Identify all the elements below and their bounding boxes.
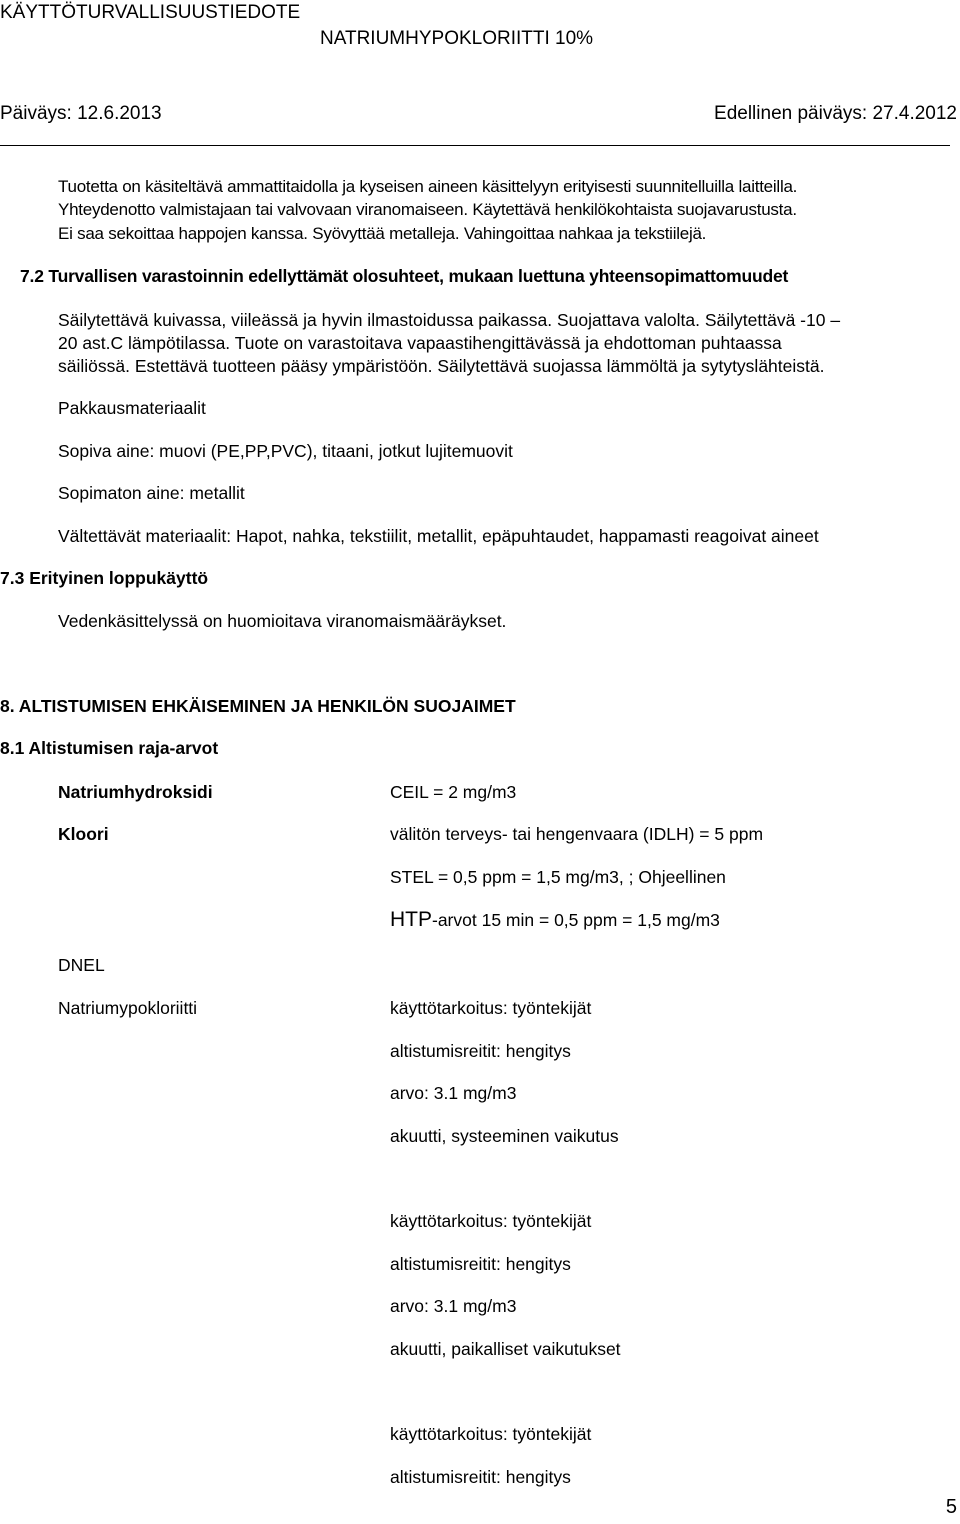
unsuitable-material: Sopimaton aine: metallit bbox=[58, 483, 245, 503]
previous-date: Edellinen päiväys: 27.4.2012 bbox=[714, 103, 957, 124]
dnel-1-effect: akuutti, systeeminen vaikutus bbox=[390, 1126, 619, 1146]
document-type: KÄYTTÖTURVALLISUUSTIEDOTE bbox=[0, 2, 301, 23]
storage-text-line-1: Säilytettävä kuivassa, viileässä ja hyvin ilmastoidussa paikassa. Suojattava valolta. Säilytettävä -10 – bbox=[58, 310, 841, 330]
dnel-3-use: käyttötarkoitus: työntekijät bbox=[390, 1424, 592, 1444]
intro-line-3: Ei saa sekoittaa happojen kanssa. Syövyttää metalleja. Vahingoittaa nahkaa ja tekstiilejä. bbox=[58, 224, 707, 243]
intro-line-1: Tuotetta on käsiteltävä ammattitaidolla ja kyseisen aineen käsittelyyn erityisesti suunnitelluilla laitteilla. bbox=[58, 177, 798, 196]
materials-to-avoid: Vältettävät materiaalit: Hapot, nahka, tekstiilit, metallit, epäpuhtaudet, happamasti reagoivat aineet bbox=[58, 526, 819, 546]
chlorine-label: Kloori bbox=[58, 824, 109, 844]
suitable-material: Sopiva aine: muovi (PE,PP,PVC), titaani, jotkut lujitemuovit bbox=[58, 441, 513, 461]
storage-text-line-2: 20 ast.C lämpötilassa. Tuote on varastoitava vapaastihengittävässä ja ehdottoman puhtaassa bbox=[58, 333, 782, 353]
packaging-heading: Pakkausmateriaalit bbox=[58, 398, 206, 418]
header-divider bbox=[0, 145, 950, 146]
page-number: 5 bbox=[945, 1496, 957, 1518]
chlorine-stel: STEL = 0,5 ppm = 1,5 mg/m3, ; Ohjeellinen bbox=[390, 867, 726, 887]
section-7-3-heading: 7.3 Erityinen loppukäyttö bbox=[0, 568, 209, 588]
chlorine-idlh: välitön terveys- tai hengenvaara (IDLH) = 5 ppm bbox=[390, 824, 764, 844]
section-8-1-heading: 8.1 Altistumisen raja-arvot bbox=[0, 738, 219, 758]
dnel-1-use: käyttötarkoitus: työntekijät bbox=[390, 998, 592, 1018]
naoh-label: Natriumhydroksidi bbox=[58, 782, 213, 802]
htp-prefix: HTP bbox=[390, 908, 432, 931]
section-7-2-heading: 7.2 Turvallisen varastoinnin edellyttämät olosuhteet, mukaan luettuna yhteensopimattomuudet bbox=[20, 266, 789, 286]
intro-line-2: Yhteydenotto valmistajaan tai valvovaan viranomaiseen. Käytettävä henkilökohtaista suojavarustusta. bbox=[58, 200, 797, 219]
dnel-3-route: altistumisreitit: hengitys bbox=[390, 1467, 571, 1487]
dnel-2-use: käyttötarkoitus: työntekijät bbox=[390, 1211, 592, 1231]
end-use-text: Vedenkäsittelyssä on huomioitava viranomaismääräykset. bbox=[58, 611, 507, 631]
issue-date: Päiväys: 12.6.2013 bbox=[0, 103, 162, 124]
dnel-1-value: arvo: 3.1 mg/m3 bbox=[390, 1083, 517, 1103]
htp-rest: -arvot 15 min = 0,5 ppm = 1,5 mg/m3 bbox=[432, 910, 720, 930]
chlorine-htp bbox=[390, 909, 720, 931]
storage-text-line-3: säiliössä. Estettävä tuotteen pääsy ympäristöön. Säilytettävä suojassa lämmöltä ja sytytyslähteistä. bbox=[58, 356, 825, 376]
product-name: NATRIUMHYPOKLORIITTI 10% bbox=[320, 28, 594, 49]
dnel-1-route: altistumisreitit: hengitys bbox=[390, 1041, 571, 1061]
section-8-heading: 8. ALTISTUMISEN EHKÄISEMINEN JA HENKILÖN SUOJAIMET bbox=[0, 696, 516, 716]
dnel-label: DNEL bbox=[58, 955, 105, 975]
naoh-limit: CEIL = 2 mg/m3 bbox=[390, 782, 517, 802]
naocl-label: Natriumypokloriitti bbox=[58, 998, 198, 1018]
dnel-2-route: altistumisreitit: hengitys bbox=[390, 1254, 571, 1274]
dnel-2-value: arvo: 3.1 mg/m3 bbox=[390, 1296, 517, 1316]
dnel-2-effect: akuutti, paikalliset vaikutukset bbox=[390, 1339, 621, 1359]
